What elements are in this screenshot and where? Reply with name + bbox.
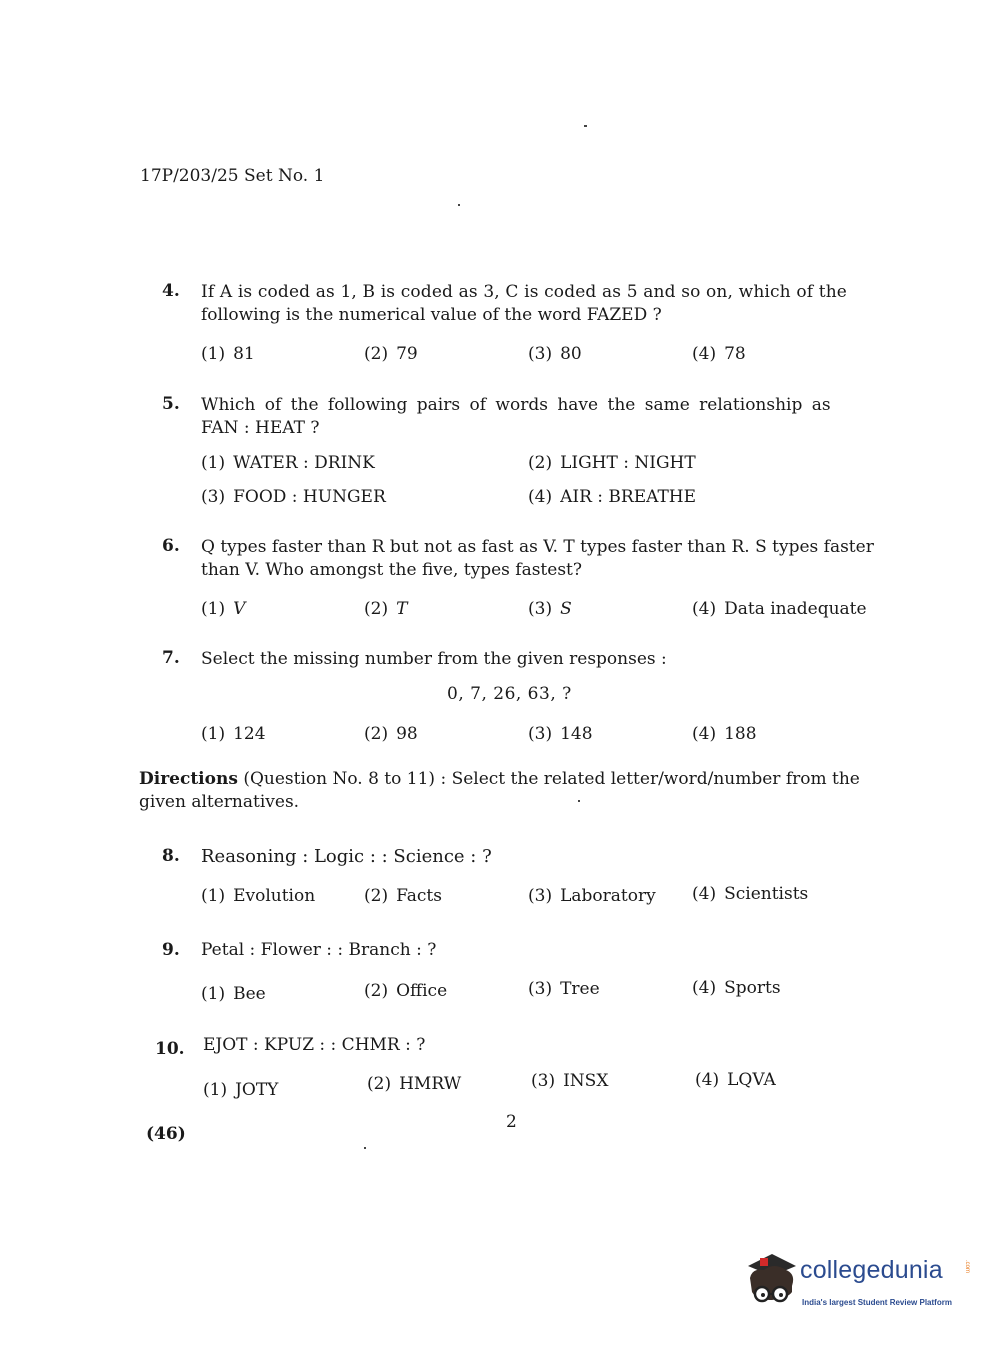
question-line: Q types faster than R but not as fast as V. T types faster than R. S types faster [201, 537, 874, 557]
option-number: (4) [692, 599, 717, 619]
paper-code: (46) [146, 1124, 186, 1144]
option-number: (4) [692, 344, 717, 364]
option-number: (3) [528, 724, 553, 744]
option-number: (1) [203, 1080, 228, 1100]
option-text: AIR : BREATHE [560, 487, 697, 507]
option-1 [201, 599, 245, 619]
option-number: (1) [201, 886, 226, 906]
directions-label: Directions [139, 769, 238, 789]
option-number: (4) [692, 978, 717, 998]
question-line: Which of the following pairs of words have the same relationship as [201, 395, 831, 415]
option-text: 124 [233, 724, 266, 744]
option-1 [201, 984, 266, 1004]
option-2 [367, 1074, 461, 1094]
option-number: (1) [201, 984, 226, 1004]
question-text [201, 648, 881, 671]
option-number: (2) [364, 981, 389, 1001]
option-2 [364, 344, 418, 364]
logo-tagline: India's largest Student Review Platform [802, 1298, 952, 1307]
option-text: Laboratory [560, 886, 656, 906]
page-number: 2 [506, 1112, 517, 1132]
option-number: (2) [364, 599, 389, 619]
option-number: (4) [692, 884, 717, 904]
option-3 [528, 344, 582, 364]
option-number: (1) [201, 344, 226, 364]
number-sequence: 0, 7, 26, 63, ? [447, 684, 572, 704]
option-1 [201, 453, 375, 473]
option-3 [531, 1071, 608, 1091]
option-number: (4) [528, 487, 553, 507]
option-text: 79 [396, 344, 418, 364]
scan-speck [364, 1147, 366, 1149]
option-3 [201, 487, 386, 507]
question-line: If A is coded as 1, B is coded as 3, C is coded as 5 and so on, which of the [201, 282, 848, 302]
option-text: V [233, 599, 246, 619]
option-text: 148 [560, 724, 593, 744]
option-text: HMRW [399, 1074, 462, 1094]
option-number: (4) [695, 1070, 720, 1090]
option-number: (2) [364, 344, 389, 364]
option-4 [692, 884, 808, 904]
option-number: (3) [528, 344, 553, 364]
option-number: (2) [367, 1074, 392, 1094]
eye-right [779, 1293, 783, 1297]
question-text [201, 536, 881, 582]
option-text: T [396, 599, 408, 619]
question-number: 9. [162, 940, 180, 960]
option-number: (3) [201, 487, 226, 507]
logo-suffix: .com [964, 1260, 970, 1274]
option-number: (2) [364, 724, 389, 744]
question-number: 5. [162, 394, 180, 414]
option-text: Bee [233, 984, 266, 1004]
option-1 [201, 886, 315, 906]
option-1 [201, 724, 266, 744]
option-text: Scientists [724, 884, 809, 904]
set-code-header: 17P/203/25 Set No. 1 [140, 166, 325, 186]
option-number: (3) [528, 599, 553, 619]
option-number: (1) [201, 724, 226, 744]
option-2 [364, 724, 418, 744]
option-text: Data inadequate [724, 599, 867, 619]
option-text: WATER : DRINK [233, 453, 375, 473]
option-text: S [560, 599, 572, 619]
option-text: Evolution [233, 886, 316, 906]
question-number: 10. [155, 1039, 185, 1059]
option-number: (3) [531, 1071, 556, 1091]
option-2 [528, 453, 696, 473]
directions [139, 768, 879, 814]
logo-wordmark: collegedunia [800, 1256, 943, 1284]
analogy-text: Petal : Flower : : Branch : ? [201, 940, 437, 960]
option-text: 80 [560, 344, 582, 364]
analogy-text: Reasoning : Logic : : Science : ? [201, 846, 492, 867]
option-text: Office [396, 981, 448, 1001]
option-number: (2) [528, 453, 553, 473]
option-number: (4) [692, 724, 717, 744]
option-4 [692, 344, 746, 364]
option-4 [692, 599, 867, 619]
option-text: LIGHT : NIGHT [560, 453, 696, 473]
option-text: Facts [396, 886, 442, 906]
option-4 [528, 487, 696, 507]
option-text: INSX [563, 1071, 609, 1091]
option-text: JOTY [235, 1080, 279, 1100]
option-3 [528, 886, 656, 906]
question-number: 7. [162, 648, 180, 668]
question-line: than V. Who amongst the five, types fastest? [201, 560, 582, 580]
scan-speck [578, 800, 580, 802]
eye-left [761, 1293, 765, 1297]
option-text: 81 [233, 344, 255, 364]
option-number: (1) [201, 453, 226, 473]
option-text: 188 [724, 724, 757, 744]
option-3 [528, 599, 572, 619]
option-text: LQVA [727, 1070, 776, 1090]
option-4 [695, 1070, 776, 1090]
option-1 [203, 1080, 278, 1100]
option-1 [201, 344, 255, 364]
option-text: Sports [724, 978, 781, 998]
analogy-text: EJOT : KPUZ : : CHMR : ? [203, 1035, 426, 1055]
option-number: (1) [201, 599, 226, 619]
mascot-icon [742, 1248, 800, 1312]
collegedunia-logo [742, 1248, 972, 1320]
option-number: (3) [528, 886, 553, 906]
option-number: (3) [528, 979, 553, 999]
question-number: 4. [162, 281, 180, 301]
option-text: Tree [560, 979, 600, 999]
question-line: Select the missing number from the given responses : [201, 649, 667, 669]
option-4 [692, 724, 757, 744]
question-line: following is the numerical value of the word FAZED ? [201, 305, 662, 325]
scan-speck [584, 125, 587, 127]
question-number: 8. [162, 846, 180, 866]
question-text [201, 281, 881, 327]
option-4 [692, 978, 781, 998]
question-line: FAN : HEAT ? [201, 418, 320, 438]
option-2 [364, 886, 442, 906]
option-3 [528, 724, 593, 744]
option-text: 98 [396, 724, 418, 744]
directions-range: (Question No. 8 to 11) [243, 769, 436, 789]
option-2 [364, 599, 407, 619]
question-text [201, 394, 881, 440]
scan-speck [458, 204, 460, 206]
option-3 [528, 979, 600, 999]
directions-text: : Select the related letter/word/number from the given alternatives. [139, 769, 860, 812]
option-number: (2) [364, 886, 389, 906]
cap-tag [760, 1258, 768, 1266]
option-2 [364, 981, 447, 1001]
option-text: 78 [724, 344, 746, 364]
question-number: 6. [162, 536, 180, 556]
option-text: FOOD : HUNGER [233, 487, 386, 507]
